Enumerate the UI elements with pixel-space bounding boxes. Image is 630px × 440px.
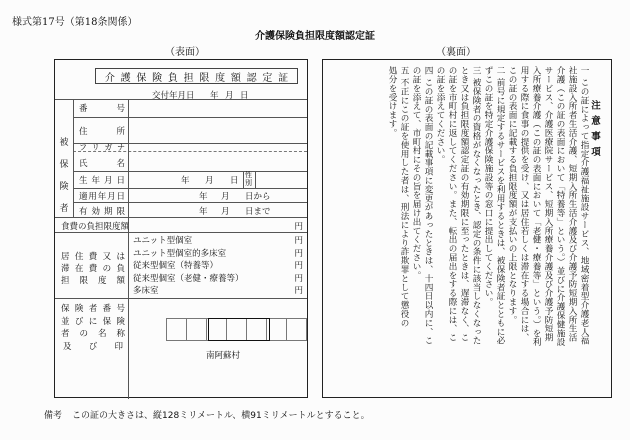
label-char: 費 <box>88 264 98 274</box>
residence-item-name: ユニット型個室 <box>133 236 193 246</box>
insurer-number-cell[interactable] <box>186 318 207 341</box>
residence-item-unit: 円 <box>294 273 303 284</box>
insurer-name: 南阿蘇村 <box>206 351 241 361</box>
furigana-label <box>79 142 125 153</box>
insurer-number-bold-frame <box>208 318 270 341</box>
residence-item-name: ユニット型個室的多床室 <box>133 248 227 259</box>
card-title-char: 負 <box>167 72 178 84</box>
label-char: ナ <box>116 143 125 152</box>
divider <box>73 171 307 172</box>
birth-day-label: 日 <box>230 176 239 186</box>
note-line: この証の表面に記載する負担限度額が支払いの上限となります。 <box>507 66 517 325</box>
note-line: 不正にこの証を使用した者は、刑法により詐欺罪として懲役の <box>399 78 409 328</box>
insurer-label <box>61 303 125 353</box>
label-char: 険 <box>59 181 69 192</box>
label-char: 及 <box>63 341 72 352</box>
label-char: 被 <box>59 137 69 148</box>
divider <box>73 188 307 189</box>
applied-year-label: 年 <box>199 192 208 202</box>
label-char: 限 <box>116 207 125 217</box>
back-card <box>322 59 612 398</box>
expiry-year-label: 年 <box>199 207 208 217</box>
divider <box>73 99 74 217</box>
note-line: の証を添えてください。 <box>435 66 445 164</box>
residence-items <box>133 235 244 298</box>
card-title-char: 認 <box>246 72 257 84</box>
sex-label <box>245 171 252 187</box>
label-char: 年 <box>91 176 100 186</box>
note-line: 処分を受けます。 <box>387 66 397 138</box>
label-char: 有 <box>79 207 88 217</box>
note-line: 前号に規定するサービスを利用するときは、被保険者証とともに必 <box>495 78 505 345</box>
note-item-number: 二 <box>495 66 505 75</box>
front-side-label: （表面） <box>165 47 205 58</box>
name-label <box>79 157 125 169</box>
residence-limit-label <box>61 251 125 287</box>
divider <box>73 202 307 203</box>
applied-day-label: 日から <box>245 192 271 202</box>
note-item-number: 五 <box>399 66 409 75</box>
back-side-label: （裏面） <box>436 47 476 58</box>
label-char: 効 <box>91 207 100 217</box>
label-char: 適 <box>79 192 88 202</box>
label-char: 用 <box>88 192 97 202</box>
label-char: 住 <box>74 252 84 262</box>
residence-item-unit: 円 <box>294 248 303 259</box>
label-char: の <box>102 264 112 274</box>
insured-person-label <box>57 130 71 218</box>
card-title-char: 度 <box>215 72 226 84</box>
card-title-box <box>95 68 298 84</box>
issue-date-label: 交付年月日 <box>152 91 195 101</box>
divider <box>255 171 256 188</box>
birth-year-label: 年 <box>181 176 190 186</box>
expiry-label <box>79 205 125 217</box>
residence-item-name: 従来型個室（老健・療養等） <box>133 273 244 284</box>
divider <box>55 99 307 100</box>
card-title-char: 保 <box>136 72 147 84</box>
label-char: フ <box>79 143 87 152</box>
label-char: 生 <box>79 176 88 186</box>
label-char: 号 <box>116 304 125 314</box>
label-char: ガ <box>104 143 113 152</box>
note-line: 被保険者の資格がなくなったとき、認定の条件に該当しなくなった <box>471 78 481 345</box>
remarks-text: この証の大きさは、縦128ミリメートル、横91ミリメートルとすること。 <box>72 411 370 421</box>
card-title-char: 介 <box>104 72 115 84</box>
label-char: 期 <box>103 207 113 217</box>
divider <box>243 171 244 188</box>
residence-item-unit: 円 <box>294 261 303 272</box>
label-char: 名 <box>116 159 125 169</box>
card-title-char: 担 <box>183 72 194 84</box>
birthdate-label <box>79 174 125 186</box>
notes-heading: 注意事項 <box>589 100 600 162</box>
label-char: 印 <box>114 341 123 352</box>
number-label <box>79 102 125 114</box>
label-char: 名 <box>97 329 107 339</box>
insurer-number-cell[interactable] <box>286 318 307 341</box>
label-char: 費 <box>88 252 98 262</box>
label-char: 所 <box>116 127 125 137</box>
expiry-day-label: 日まで <box>245 207 271 217</box>
label-char: 居 <box>61 252 70 262</box>
label-char: 保 <box>102 316 112 327</box>
food-limit-label: 食費の負担限度額 <box>61 222 130 232</box>
divider <box>73 117 307 118</box>
divider <box>55 298 307 299</box>
label-char: 者 <box>59 203 69 214</box>
note-line: この証の表面の記載事項に変更があったときは、十四日以内に、こ <box>423 78 433 345</box>
issue-year-label: 年 <box>210 91 219 101</box>
label-char: 者 <box>61 329 70 339</box>
label-char: 日 <box>116 176 125 186</box>
card-title-char: 証 <box>278 72 289 84</box>
divider <box>55 232 307 233</box>
label-char: 年 <box>97 192 107 202</box>
note-line: サービス、介護医療院サービス、短期入所療養介護及び介護予防短期 <box>543 66 553 342</box>
note-item-number: 一 <box>579 66 589 75</box>
label-char: び <box>88 341 98 352</box>
card-title-char: 額 <box>230 72 241 84</box>
divider <box>128 99 129 399</box>
food-limit-unit: 円 <box>294 222 303 232</box>
label-char: 額 <box>116 276 125 286</box>
residence-item-name: 多床室 <box>133 286 159 297</box>
label-char: 滞 <box>61 264 70 274</box>
residence-item-unit: 円 <box>294 236 303 246</box>
label-char: 負 <box>116 264 125 274</box>
label-char: 号 <box>116 104 125 114</box>
note-line: 用する際に食事の提供を受け、又は居住若しくは滞在する場合には、 <box>519 66 529 342</box>
label-char: 番 <box>102 304 112 314</box>
label-char: び <box>74 316 84 327</box>
residence-item-name: 従来型個室（特養等） <box>133 261 219 272</box>
document-title: 介護保険負担限度額認定証 <box>255 31 375 42</box>
note-line: 介護（この証の表面において「特養等」という。）並びに介護保健施設 <box>555 66 565 347</box>
label-char: 住 <box>79 127 88 137</box>
label-char: 限 <box>79 276 88 286</box>
label-char: 氏 <box>79 159 88 169</box>
applied-month-label: 月 <box>221 192 230 202</box>
address-label <box>79 125 125 137</box>
issue-month-label: 月 <box>225 91 234 101</box>
remarks-label: 備考 <box>44 411 63 421</box>
residence-units <box>294 235 303 298</box>
label-char: 保 <box>59 159 69 170</box>
birth-month-label: 月 <box>205 176 214 186</box>
note-line: の証を添えて、市町村にその旨を届け出てください。 <box>411 66 421 280</box>
label-char: 険 <box>74 304 84 314</box>
expiry-month-label: 月 <box>221 207 230 217</box>
label-char: 険 <box>116 316 125 327</box>
label-char: に <box>88 316 98 327</box>
label-char: 月 <box>103 176 113 186</box>
note-item-number: 三 <box>471 66 481 75</box>
note-line: 入所療養介護（この証の表面において「老健・療養等」という。）を利 <box>531 66 541 347</box>
note-line: 社施設入所者生活介護、短期入所生活介護及び介護予防短期入所生活 <box>567 66 577 342</box>
insurer-number-cell[interactable] <box>166 318 187 341</box>
label-char: リ <box>91 143 100 152</box>
label-char: 者 <box>88 304 98 314</box>
label-char: 保 <box>61 304 70 314</box>
front-card <box>54 59 308 398</box>
card-title-char: 限 <box>199 72 210 84</box>
label-char: 称 <box>116 329 125 339</box>
label-char: 在 <box>74 264 84 274</box>
label-char: 月 <box>107 192 116 202</box>
note-line: ずこの証を特定介護保険施設等の窓口に提出してください。 <box>483 66 493 307</box>
label-char: 日 <box>116 192 125 202</box>
card-title-char: 険 <box>152 72 163 84</box>
label-char: 性 <box>245 171 252 179</box>
residence-item-unit: 円 <box>294 286 303 297</box>
label-char: 又 <box>102 252 112 262</box>
label-char: は <box>116 252 125 262</box>
remarks <box>44 408 370 421</box>
card-title-char: 護 <box>120 72 131 84</box>
form-number: 様式第17号（第18条関係） <box>12 17 138 28</box>
label-char: 度 <box>97 276 107 286</box>
label-char: 別 <box>245 179 252 187</box>
divider <box>55 217 307 218</box>
label-char: 担 <box>61 276 70 286</box>
label-char: 番 <box>79 104 88 114</box>
note-line: とき又は負担限度額認定証の有効期限に至ったときは、遅滞なく、こ <box>459 66 469 342</box>
note-line: の証を市町村に返してください。また、転出の届出をする際には、こ <box>447 66 457 342</box>
note-line: この証によって指定介護福祉施設サービス、地域密着型介護老人福 <box>579 78 589 345</box>
applied-date-label <box>79 190 125 202</box>
note-item-number: 四 <box>423 66 433 75</box>
label-char: 並 <box>61 316 70 327</box>
issue-day-label: 日 <box>240 91 249 101</box>
label-char: の <box>79 329 88 339</box>
card-title-char: 定 <box>262 72 273 84</box>
